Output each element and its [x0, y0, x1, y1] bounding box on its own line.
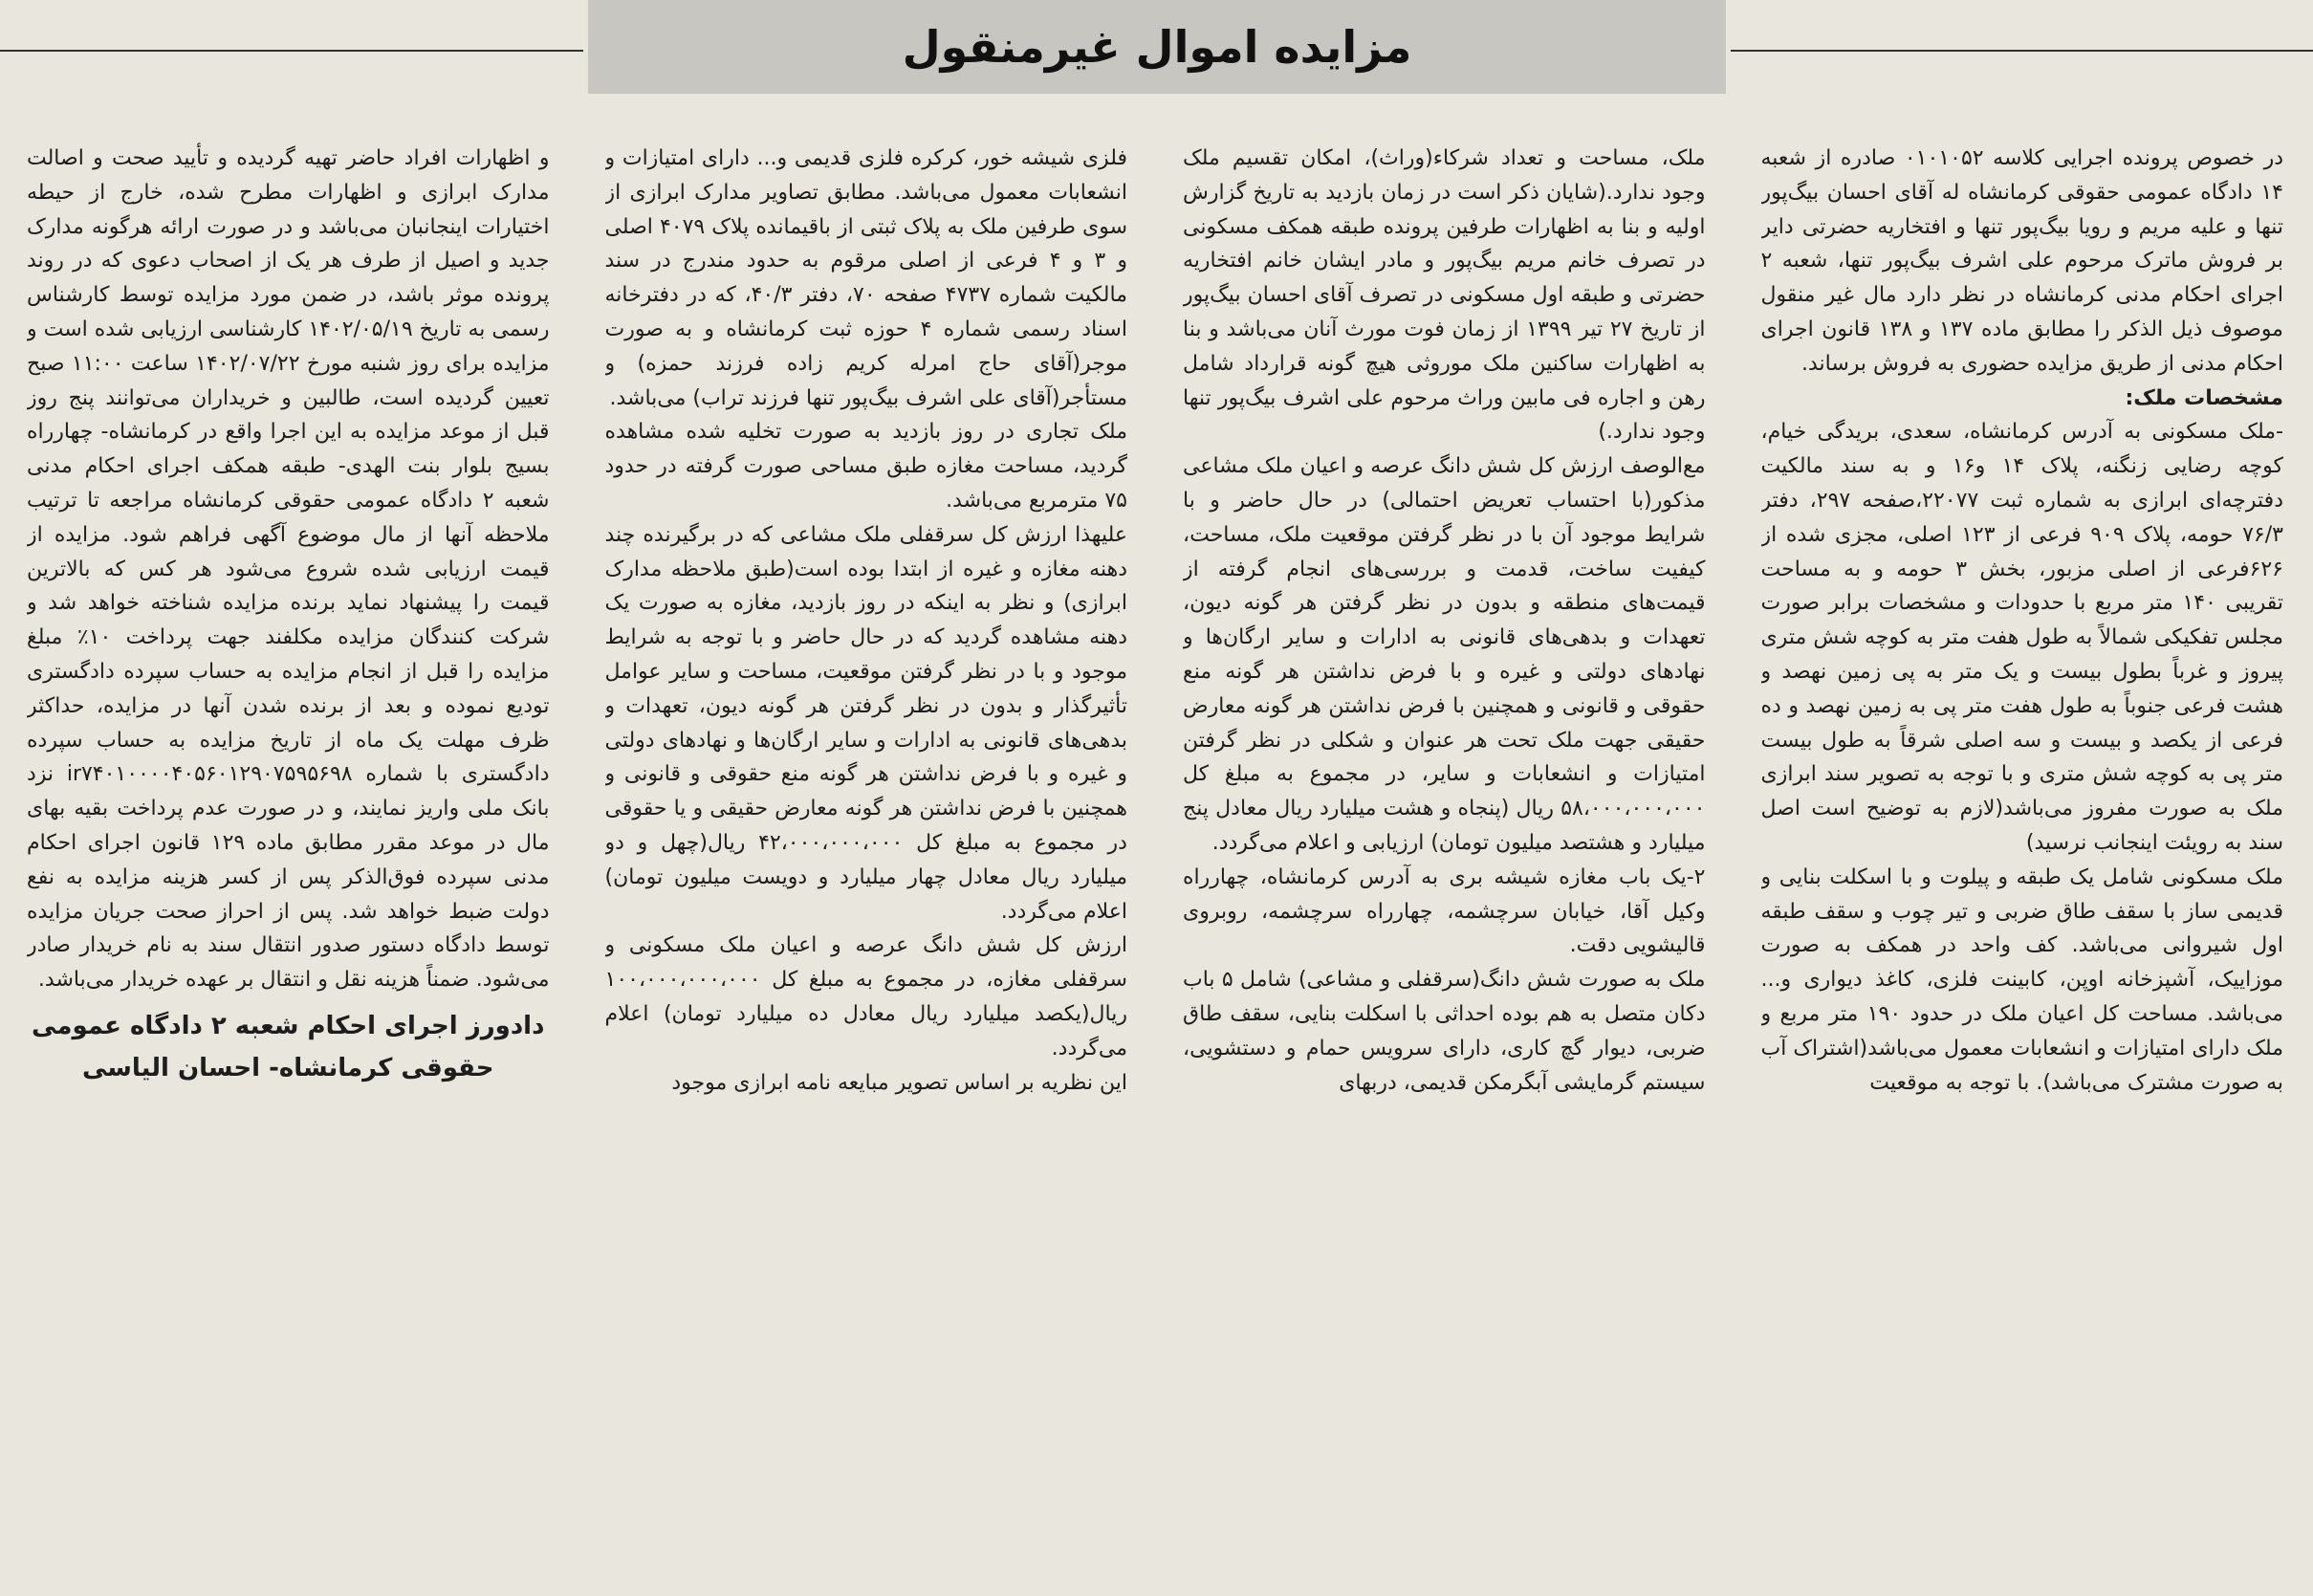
paragraph: و اظهارات افراد حاضر تهیه گردیده و تأیید صحت و اصالت مدارک ابرازی و اظهارات مطرح شده، خارج از حیطه اختیارات اینجانبان می‌باشد و در صورت ارائه هرگونه مدارک جدید و اصیل از طرف هر یک از اصحاب دعوی که در روند پرونده موثر باشد، در ضمن مورد مزایده توسط کارشناس رسمی به تاریخ ۱۴۰۲/۰۵/۱۹ کارشناسی ارزیابی شده است و مزایده برای روز شنبه مورخ ۱۴۰۲/۰۷/۲۲ ساعت ۱۱:۰۰ صبح تعیین گردیده است، طالبین و خریداران می‌توانند پنج روز قبل از موعد مزایده به این اجرا واقع در کرمانشاه- چهارراه بسیج بلوار بنت الهدی- طبقه همکف اجرای احکام مدنی شعبه ۲ دادگاه عمومی حقوقی کرمانشاه مراجعه تا ترتیب ملاحظه آنها از مال موضوع آگهی فراهم شود. مزایده از قیمت ارزیابی شده شروع می‌شود هر کس که بالاترین قیمت را پیشنهاد نماید برنده مزایده شناخته خواهد شد و شرکت کنندگان مزایده مکلفند جهت پرداخت ۱۰٪ مبلغ مزایده را قبل از انجام مزایده به حساب سپرده دادگستری تودیع نموده و بعد از برنده شدن آنها در مزایده، حداکثر ظرف مهلت یک ماه از تاریخ مزایده به حساب سپرده دادگستری با شماره ir۷۴۰۱۰۰۰۰۴۰۵۶۰۱۲۹۰۷۵۹۵۶۹۸ نزد بانک ملی واریز نمایند، و در صورت عدم پرداخت بقیه بهای مال در موعد مقرر مطابق ماده ۱۲۹ قانون اجرای احکام مدنی سپرده فوق‌الذکر پس از کسر هزینه مزایده به نفع دولت ضبط خواهد شد. پس از احراز صحت جریان مزایده توسط دادگاه دستور صدور انتقال سند به نام خریدار صادر می‌شود. ضمناً هزینه نقل و انتقال بر عهده خریدار می‌باشد.	[27, 146, 550, 993]
column-3	[605, 142, 1128, 1585]
column-1	[1761, 142, 2284, 1585]
section-heading: مشخصات ملک:	[2125, 385, 2283, 410]
paragraph: در خصوص پرونده اجرایی کلاسه ۰۱۰۱۰۵۲ صادره از شعبه ۱۴ دادگاه عمومی حقوقی کرمانشاه له آقای احسان بیگ‌پور تنها و علیه مریم و رویا بیگ‌پور تنها و افتخاریه حضرتی دایر بر فروش ماترک مرحوم علی اشرف بیگ‌پور تنها، شعبه ۲ اجرای احکام مدنی کرمانشاه در نظر دارد مال غیر منقول موصوف ذیل الذکر را مطابق ماده ۱۳۷ و ۱۳۸ قانون اجرای احکام مدنی از طریق مزایده حضوری به فروش برساند.	[1760, 146, 2283, 376]
signature-line: دادورز اجرای احکام شعبه ۲ دادگاه عمومی	[32, 1011, 545, 1040]
header-rule-left	[0, 50, 583, 52]
signature-block	[27, 1005, 550, 1089]
header-rule-right	[1731, 50, 2313, 52]
paragraph: ملک، مساحت و تعداد شرکاء(وراث)، امکان تقسیم ملک وجود ندارد.(شایان ذکر است در زمان بازدید به تاریخ گزارش اولیه و بنا به اظهارات طرفین پرونده طبقه همکف مسکونی در تصرف خانم مریم بیگ‌پور و مادر ایشان خانم افتخاریه حضرتی و طبقه اول مسکونی در تصرف آقای احسان بیگ‌پور از تاریخ ۲۷ تیر ۱۳۹۹ از زمان فوت مورث آنان می‌باشد و بنا به اظهارات ساکنین ملک موروثی هیچ گونه قرارداد شامل رهن و اجاره فی مابین وراث مرحوم علی اشرف بیگ‌پور تنها وجود ندارد.)	[1183, 146, 1706, 445]
paragraph: مع‌الوصف ارزش کل شش دانگ عرصه و اعیان ملک مشاعی مذکور(با احتساب تعریض احتمالی) در حال حاضر و با شرایط موجود آن با در نظر گرفتن موقعیت ملک، مساحت، کیفیت ساخت، قدمت و بررسی‌های انجام گرفته از قیمت‌های منطقه و بدون در نظر گرفتن هر گونه دیون، تعهدات و بدهی‌های قانونی به ادارات و سایر ارگان‌ها و نهادهای دولتی و غیره و با فرض نداشتن هر گونه منع حقوقی و قانونی و همچنین با فرض نداشتن هر گونه معارض حقیقی جهت ملک تحت هر عنوان و شکلی در نظر گرفتن امتیازات و انشعابات و سایر، در مجموع به مبلغ کل ۵۸،۰۰۰،۰۰۰،۰۰۰ ریال (پنجاه و هشت میلیارد ریال معادل پنج میلیارد و هشتصد میلیون تومان) ارزیابی و اعلام می‌گردد.	[1183, 454, 1706, 855]
paragraph: ملک مسکونی شامل یک طبقه و پیلوت و با اسکلت بنایی و قدیمی ساز با سقف طاق ضربی و تیر چوب و سقف طبقه اول شیروانی می‌باشد. کف واحد در همکف به صورت موزاییک، آشپزخانه اوپن، کابینت فلزی، کاغذ دیواری و... می‌باشد. مساحت کل اعیان ملک در حدود ۱۹۰ متر مربع و ملک دارای امتیازات و انشعابات معمول می‌باشد(اشتراک آب به صورت مشترک می‌باشد). با توجه به موقعیت	[1760, 864, 2283, 1095]
paragraph: ملک به صورت شش دانگ(سرقفلی و مشاعی) شامل ۵ باب دکان متصل به هم بوده احداثی با اسکلت بنایی، سقف طاق ضربی، دیوار گچ کاری، دارای سرویس حمام و دستشویی، سیستم گرمایشی آبگرمکن قدیمی، دربهای	[1183, 968, 1706, 1095]
paragraph: ملک تجاری در روز بازدید به صورت تخلیه شده مشاهده گردید، مساحت مغازه طبق مساحی صورت گرفته در حدود ۷۵ مترمربع می‌باشد.	[604, 420, 1127, 513]
page-title: مزایده اموال غیرمنقول	[902, 21, 1412, 73]
signature-line: حقوقی کرمانشاه- احسان الیاسی	[82, 1053, 494, 1082]
paragraph: علیهذا ارزش کل سرقفلی ملک مشاعی که در برگیرنده چند دهنه مغازه و غیره از ابتدا بوده است(طبق ملاحظه مدارک ابرازی) و نظر به اینکه در روز بازدید، مغازه به صورت یک دهنه مشاهده گردید که در حال حاضر و با توجه به شرایط موجود و با در نظر گرفتن موقعیت، مساحت و سایر عوامل تأثیرگذار و بدون در نظر گرفتن هر گونه دیون، تعهدات و بدهی‌های قانونی به ادارات و سایر ارگان‌ها و نهادهای دولتی و غیره و با فرض نداشتن هر گونه منع حقوقی و قانونی و همچنین با فرض نداشتن هر گونه معارض حقیقی و یا حقوقی در مجموع به مبلغ کل ۴۲،۰۰۰،۰۰۰،۰۰۰ ریال(چهل و دو میلیارد ریال معادل چهار میلیارد و دویست میلیون تومان) اعلام می‌گردد.	[604, 522, 1127, 924]
column-4	[27, 142, 550, 1585]
paragraph: -ملک مسکونی به آدرس کرمانشاه، سعدی، بریدگی خیام، کوچه رضایی زنگنه، پلاک ۱۴ و۱۶ و به سند مالکیت دفترچه‌ای ابرازی به شماره ثبت ۲۲۰۷۷،صفحه ۲۹۷، دفتر ۷۶/۳ حومه، پلاک ۹۰۹ فرعی از ۱۲۳ اصلی، مجزی شده از ۶۲۶فرعی از اصلی مزبور، بخش ۳ حومه و به مساحت تقریبی ۱۴۰ متر مربع با حدودات و مشخصات برابر صورت مجلس تفکیکی شمالاً به طول هفت متر به کوچه شش متری پیروز و غرباً بطول بیست و یک متر به پی زمین نهصد و هشت فرعی جنوباً به طول هفت متر پی به زمین نهصد و ده فرعی از یکصد و بیست و سه اصلی شرقاً به طول بیست متر پی به کوچه شش متری و با توجه به تصویر سند ابرازی ملک به صورت مفروز می‌باشد(لازم به توضیح است اصل سند به رویئت اینجانب نرسید)	[1760, 420, 2283, 855]
paragraph: فلزی شیشه خور، کرکره فلزی قدیمی و... دارای امتیازات و انشعابات معمول می‌باشد. مطابق تصاویر مدارک ابرازی از سوی طرفین ملک به پلاک ثبتی از باقیمانده پلاک ۴۰۷۹ اصلی و ۳ و ۴ فرعی از اصلی مرقوم به حدود مندرج در سند مالکیت شماره ۴۷۳۷ صفحه ۷۰، دفتر ۴۰/۳، که در دفترخانه اسناد رسمی شماره ۴ حوزه ثبت کرمانشاه و به صورت موجر(آقای حاج امرله کریم زاده فرزند حمزه) و مستأجر(آقای علی اشرف بیگ‌پور تنها فرزند تراب) می‌باشد.	[604, 146, 1127, 410]
column-2	[1183, 142, 1706, 1585]
article-columns	[27, 142, 2283, 1585]
paragraph: ارزش کل شش دانگ عرصه و اعیان ملک مسکونی و سرقفلی مغازه، در مجموع به مبلغ کل ۱۰۰،۰۰۰،۰۰۰،۰۰۰ ریال(یکصد میلیارد ریال معادل ده میلیارد تومان) اعلام می‌گردد.	[604, 933, 1127, 1060]
paragraph: این نظریه بر اساس تصویر مبایعه نامه ابرازی موجود	[671, 1070, 1127, 1095]
header-banner	[588, 0, 1726, 94]
paragraph: ۲-یک باب مغازه شیشه بری به آدرس کرمانشاه، چهارراه وکیل آقا، خیابان سرچشمه، چهارراه سرچشمه، روبروی قالیشویی دقت.	[1183, 864, 1706, 958]
